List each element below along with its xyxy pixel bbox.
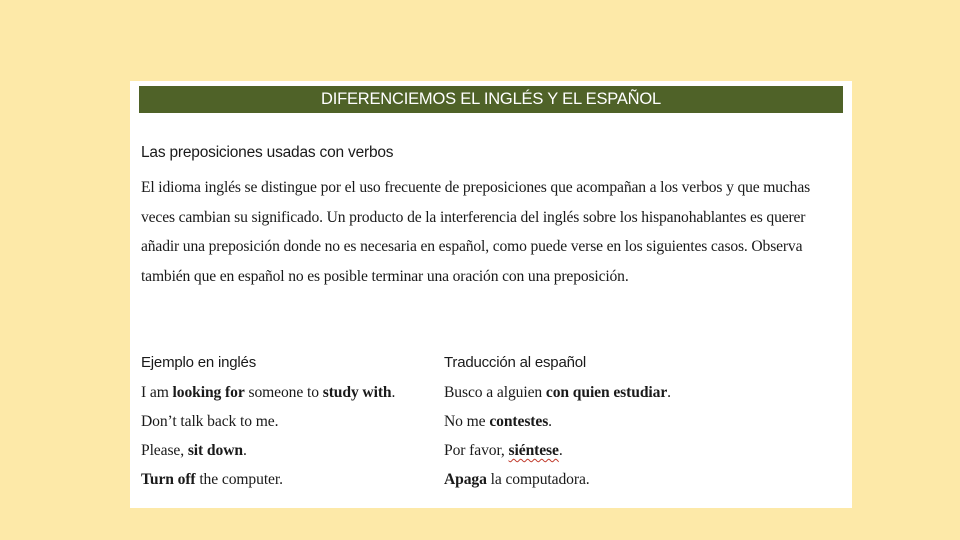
plain-text: . bbox=[558, 442, 563, 459]
example-spanish bbox=[444, 384, 671, 402]
plain-text: . bbox=[667, 384, 671, 401]
bold-phrase: sit down bbox=[187, 442, 243, 459]
example-english bbox=[141, 442, 247, 460]
intro-paragraph: El idioma inglés se distingue por el uso frecuente de preposiciones que acompañan a los verbos y que muchas veces cambian su significado. Un producto de la interferencia del inglés sobre los hispanohablantes es querer añadir una preposición donde no es necesaria en español, como puede verse en los siguientes casos. Observa también que en español no es posible terminar una oración con una preposición. bbox=[141, 179, 811, 285]
plain-text: Please, bbox=[141, 442, 188, 459]
example-spanish bbox=[444, 413, 552, 431]
plain-text: . bbox=[242, 442, 247, 459]
bold-phrase: looking for bbox=[172, 384, 245, 401]
plain-text: . bbox=[548, 413, 552, 430]
bold-phrase: contestes bbox=[489, 413, 549, 430]
example-spanish bbox=[444, 442, 563, 460]
plain-text: . bbox=[391, 384, 396, 401]
plain-text: someone to bbox=[244, 384, 323, 401]
document-title-banner: DIFERENCIEMOS EL INGLÉS Y EL ESPAÑOL bbox=[139, 86, 843, 113]
example-english bbox=[141, 471, 283, 489]
column-header-english: Ejemplo en inglés bbox=[141, 354, 257, 371]
example-english bbox=[141, 384, 395, 402]
bold-phrase: Turn off bbox=[141, 471, 196, 488]
plain-text: No me bbox=[444, 413, 490, 430]
example-spanish bbox=[444, 471, 590, 489]
plain-text: Por favor, bbox=[444, 442, 509, 459]
plain-text: la computadora. bbox=[486, 471, 590, 488]
column-header-spanish: Traducción al español bbox=[444, 354, 586, 371]
bold-phrase: siéntese bbox=[508, 442, 559, 459]
section-heading: Las preposiciones usadas con verbos bbox=[141, 144, 394, 161]
plain-text: Busco a alguien bbox=[444, 384, 546, 401]
example-english bbox=[141, 413, 278, 431]
bold-phrase: con quien estudiar bbox=[545, 384, 668, 401]
document-image bbox=[130, 81, 852, 508]
bold-phrase: study with bbox=[322, 384, 392, 401]
bold-phrase: Apaga bbox=[444, 471, 487, 488]
plain-text: Don’t talk back to me. bbox=[141, 413, 279, 430]
plain-text: the computer. bbox=[195, 471, 283, 488]
plain-text: I am bbox=[141, 384, 173, 401]
